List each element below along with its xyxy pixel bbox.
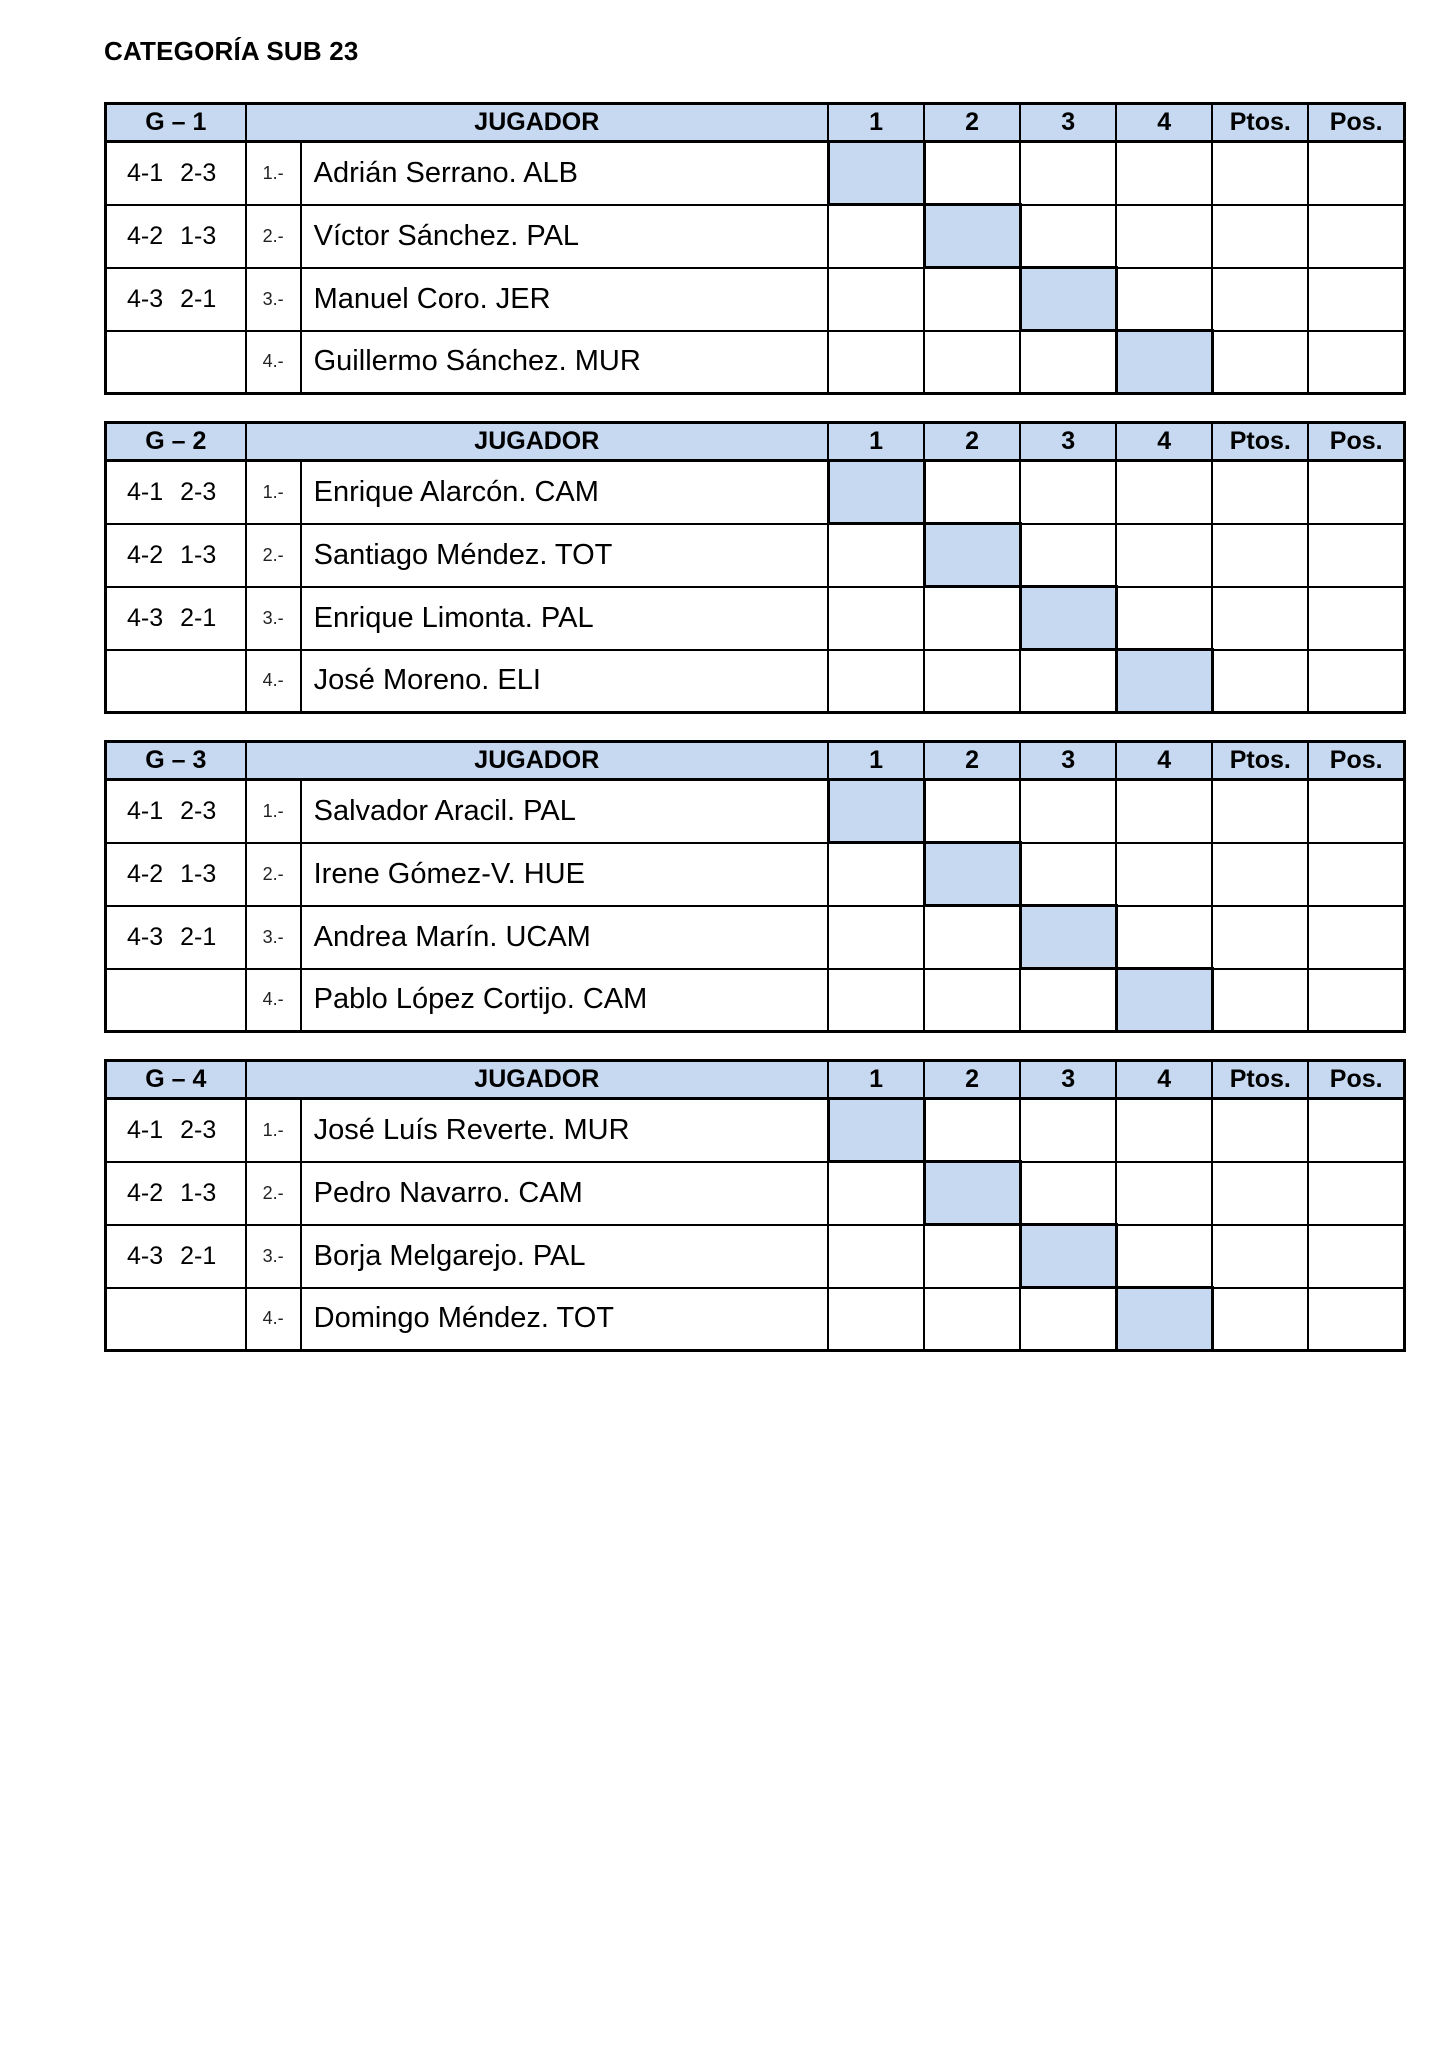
self-match-cell	[924, 843, 1020, 906]
position-cell	[1308, 587, 1404, 650]
match-pairs	[106, 142, 246, 205]
player-number: 3.-	[246, 1225, 301, 1288]
player-number: 2.-	[246, 205, 301, 268]
match-pair-first: 4-1	[127, 477, 164, 506]
match-pair-first: 4-1	[127, 796, 164, 825]
points-cell	[1212, 1225, 1308, 1288]
points-cell	[1212, 524, 1308, 587]
group-name: G – 2	[106, 423, 246, 461]
player-number: 4.-	[246, 969, 301, 1032]
match-pairs	[106, 843, 246, 906]
position-cell	[1308, 969, 1404, 1032]
result-cell	[1116, 1099, 1212, 1162]
result-cell	[924, 331, 1020, 394]
match-pairs	[106, 1099, 246, 1162]
points-cell	[1212, 1288, 1308, 1351]
result-cell	[1020, 1099, 1116, 1162]
player-row	[106, 1099, 1405, 1162]
match-pair-first: 4-2	[127, 1178, 164, 1207]
points-header: Ptos.	[1212, 1061, 1308, 1099]
player-row	[106, 331, 1405, 394]
position-cell	[1308, 142, 1404, 205]
position-cell	[1308, 461, 1404, 524]
player-number: 1.-	[246, 1099, 301, 1162]
match-pair-second: 2-3	[180, 1115, 217, 1144]
result-col-header: 2	[924, 742, 1020, 780]
match-pairs	[106, 780, 246, 843]
match-pair-second: 2-1	[180, 1241, 217, 1270]
position-cell	[1308, 1288, 1404, 1351]
result-cell	[1116, 268, 1212, 331]
match-pairs	[106, 461, 246, 524]
points-cell	[1212, 969, 1308, 1032]
player-header: JUGADOR	[246, 1061, 828, 1099]
result-cell	[924, 142, 1020, 205]
result-cell	[1020, 650, 1116, 713]
points-header: Ptos.	[1212, 742, 1308, 780]
points-cell	[1212, 268, 1308, 331]
player-number: 4.-	[246, 650, 301, 713]
match-pairs	[106, 1225, 246, 1288]
player-name: Irene Gómez-V. HUE	[301, 843, 828, 906]
match-pair-first: 4-2	[127, 859, 164, 888]
points-header: Ptos.	[1212, 104, 1308, 142]
position-cell	[1308, 780, 1404, 843]
player-name: Borja Melgarejo. PAL	[301, 1225, 828, 1288]
self-match-cell	[1020, 1225, 1116, 1288]
points-cell	[1212, 1099, 1308, 1162]
result-cell	[924, 1099, 1020, 1162]
result-col-header: 4	[1116, 1061, 1212, 1099]
result-cell	[924, 461, 1020, 524]
result-cell	[1020, 1288, 1116, 1351]
player-row	[106, 1288, 1405, 1351]
group-header-row	[106, 1061, 1405, 1099]
player-name: José Moreno. ELI	[301, 650, 828, 713]
player-row	[106, 268, 1405, 331]
result-cell	[1020, 331, 1116, 394]
result-cell	[924, 906, 1020, 969]
player-row	[106, 587, 1405, 650]
result-cell	[828, 906, 924, 969]
result-cell	[924, 268, 1020, 331]
result-cell	[1020, 780, 1116, 843]
self-match-cell	[1020, 906, 1116, 969]
player-header: JUGADOR	[246, 423, 828, 461]
player-name: Salvador Aracil. PAL	[301, 780, 828, 843]
result-col-header: 2	[924, 1061, 1020, 1099]
position-cell	[1308, 524, 1404, 587]
player-name: José Luís Reverte. MUR	[301, 1099, 828, 1162]
player-header: JUGADOR	[246, 104, 828, 142]
player-name: Enrique Alarcón. CAM	[301, 461, 828, 524]
result-cell	[828, 969, 924, 1032]
group-name: G – 4	[106, 1061, 246, 1099]
points-cell	[1212, 780, 1308, 843]
self-match-cell	[924, 1162, 1020, 1225]
result-col-header: 2	[924, 423, 1020, 461]
match-pair-second: 2-1	[180, 603, 217, 632]
result-cell	[924, 587, 1020, 650]
result-col-header: 3	[1020, 423, 1116, 461]
group-header-row	[106, 423, 1405, 461]
match-pairs	[106, 268, 246, 331]
match-pair-second: 1-3	[180, 540, 217, 569]
page-title: CATEGORÍA SUB 23	[104, 36, 359, 66]
result-cell	[1116, 1225, 1212, 1288]
player-number: 1.-	[246, 780, 301, 843]
player-row	[106, 969, 1405, 1032]
result-col-header: 1	[828, 423, 924, 461]
match-pairs	[106, 587, 246, 650]
player-row	[106, 906, 1405, 969]
position-cell	[1308, 268, 1404, 331]
position-cell	[1308, 1099, 1404, 1162]
result-cell	[828, 1288, 924, 1351]
self-match-cell	[1116, 969, 1212, 1032]
result-cell	[828, 1162, 924, 1225]
player-number: 1.-	[246, 461, 301, 524]
result-col-header: 3	[1020, 1061, 1116, 1099]
result-cell	[1116, 780, 1212, 843]
result-cell	[828, 524, 924, 587]
match-pair-first: 4-2	[127, 221, 164, 250]
points-cell	[1212, 142, 1308, 205]
match-pairs	[106, 205, 246, 268]
result-col-header: 2	[924, 104, 1020, 142]
group-table	[104, 1059, 1406, 1352]
player-row	[106, 461, 1405, 524]
player-number: 4.-	[246, 331, 301, 394]
self-match-cell	[828, 1099, 924, 1162]
self-match-cell	[828, 142, 924, 205]
result-cell	[1020, 461, 1116, 524]
points-cell	[1212, 843, 1308, 906]
result-cell	[1020, 142, 1116, 205]
result-cell	[1116, 461, 1212, 524]
player-name: Adrián Serrano. ALB	[301, 142, 828, 205]
result-col-header: 1	[828, 1061, 924, 1099]
position-cell	[1308, 843, 1404, 906]
player-number: 2.-	[246, 1162, 301, 1225]
player-name: Víctor Sánchez. PAL	[301, 205, 828, 268]
match-pair-first: 4-2	[127, 540, 164, 569]
player-number: 1.-	[246, 142, 301, 205]
match-pair-second: 1-3	[180, 221, 217, 250]
player-name: Manuel Coro. JER	[301, 268, 828, 331]
position-header: Pos.	[1308, 104, 1404, 142]
result-cell	[1116, 906, 1212, 969]
points-cell	[1212, 331, 1308, 394]
player-name: Santiago Méndez. TOT	[301, 524, 828, 587]
player-number: 2.-	[246, 843, 301, 906]
result-cell	[828, 331, 924, 394]
player-row	[106, 524, 1405, 587]
group-table	[104, 102, 1406, 395]
player-number: 3.-	[246, 268, 301, 331]
position-cell	[1308, 1162, 1404, 1225]
result-cell	[828, 843, 924, 906]
position-header: Pos.	[1308, 742, 1404, 780]
group-name: G – 1	[106, 104, 246, 142]
self-match-cell	[828, 780, 924, 843]
result-cell	[924, 780, 1020, 843]
result-col-header: 1	[828, 104, 924, 142]
result-cell	[1020, 205, 1116, 268]
self-match-cell	[924, 205, 1020, 268]
match-pair-first: 4-3	[127, 922, 164, 951]
result-cell	[1020, 843, 1116, 906]
result-cell	[1020, 524, 1116, 587]
position-cell	[1308, 1225, 1404, 1288]
match-pairs	[106, 650, 246, 713]
points-cell	[1212, 587, 1308, 650]
points-cell	[1212, 906, 1308, 969]
match-pair-first: 4-3	[127, 284, 164, 313]
player-row	[106, 780, 1405, 843]
match-pair-second: 2-3	[180, 158, 217, 187]
match-pair-first: 4-3	[127, 1241, 164, 1270]
self-match-cell	[1020, 268, 1116, 331]
result-col-header: 1	[828, 742, 924, 780]
points-cell	[1212, 461, 1308, 524]
player-name: Andrea Marín. UCAM	[301, 906, 828, 969]
position-header: Pos.	[1308, 423, 1404, 461]
result-cell	[1116, 205, 1212, 268]
result-cell	[828, 1225, 924, 1288]
player-number: 3.-	[246, 906, 301, 969]
match-pair-first: 4-1	[127, 1115, 164, 1144]
group-table	[104, 740, 1406, 1033]
position-cell	[1308, 331, 1404, 394]
group-header-row	[106, 104, 1405, 142]
player-row	[106, 142, 1405, 205]
result-cell	[924, 1225, 1020, 1288]
match-pair-second: 1-3	[180, 859, 217, 888]
result-cell	[924, 650, 1020, 713]
points-cell	[1212, 1162, 1308, 1225]
points-cell	[1212, 205, 1308, 268]
result-col-header: 4	[1116, 423, 1212, 461]
result-col-header: 4	[1116, 742, 1212, 780]
match-pairs	[106, 331, 246, 394]
player-name: Domingo Méndez. TOT	[301, 1288, 828, 1351]
position-cell	[1308, 650, 1404, 713]
result-cell	[1116, 587, 1212, 650]
player-number: 2.-	[246, 524, 301, 587]
points-header: Ptos.	[1212, 423, 1308, 461]
group-name: G – 3	[106, 742, 246, 780]
result-cell	[1116, 142, 1212, 205]
result-cell	[1116, 843, 1212, 906]
position-cell	[1308, 906, 1404, 969]
player-row	[106, 1162, 1405, 1225]
result-cell	[828, 205, 924, 268]
match-pairs	[106, 1288, 246, 1351]
self-match-cell	[1116, 1288, 1212, 1351]
player-name: Pedro Navarro. CAM	[301, 1162, 828, 1225]
player-name: Enrique Limonta. PAL	[301, 587, 828, 650]
self-match-cell	[924, 524, 1020, 587]
result-cell	[1020, 1162, 1116, 1225]
match-pairs	[106, 969, 246, 1032]
player-name: Pablo López Cortijo. CAM	[301, 969, 828, 1032]
result-cell	[1116, 524, 1212, 587]
self-match-cell	[828, 461, 924, 524]
player-row	[106, 1225, 1405, 1288]
player-row	[106, 650, 1405, 713]
match-pair-first: 4-3	[127, 603, 164, 632]
result-cell	[924, 1288, 1020, 1351]
group-table	[104, 421, 1406, 714]
result-cell	[924, 969, 1020, 1032]
player-row	[106, 843, 1405, 906]
match-pair-second: 2-3	[180, 796, 217, 825]
points-cell	[1212, 650, 1308, 713]
match-pairs	[106, 906, 246, 969]
match-pair-second: 2-1	[180, 922, 217, 951]
result-cell	[1020, 969, 1116, 1032]
result-col-header: 3	[1020, 742, 1116, 780]
match-pair-first: 4-1	[127, 158, 164, 187]
match-pair-second: 2-3	[180, 477, 217, 506]
result-cell	[828, 268, 924, 331]
result-col-header: 3	[1020, 104, 1116, 142]
match-pairs	[106, 1162, 246, 1225]
result-cell	[828, 650, 924, 713]
position-cell	[1308, 205, 1404, 268]
position-header: Pos.	[1308, 1061, 1404, 1099]
match-pair-second: 1-3	[180, 1178, 217, 1207]
match-pairs	[106, 524, 246, 587]
self-match-cell	[1116, 331, 1212, 394]
player-name: Guillermo Sánchez. MUR	[301, 331, 828, 394]
player-number: 3.-	[246, 587, 301, 650]
result-col-header: 4	[1116, 104, 1212, 142]
self-match-cell	[1116, 650, 1212, 713]
player-header: JUGADOR	[246, 742, 828, 780]
group-header-row	[106, 742, 1405, 780]
result-cell	[828, 587, 924, 650]
player-row	[106, 205, 1405, 268]
self-match-cell	[1020, 587, 1116, 650]
match-pair-second: 2-1	[180, 284, 217, 313]
result-cell	[1116, 1162, 1212, 1225]
player-number: 4.-	[246, 1288, 301, 1351]
